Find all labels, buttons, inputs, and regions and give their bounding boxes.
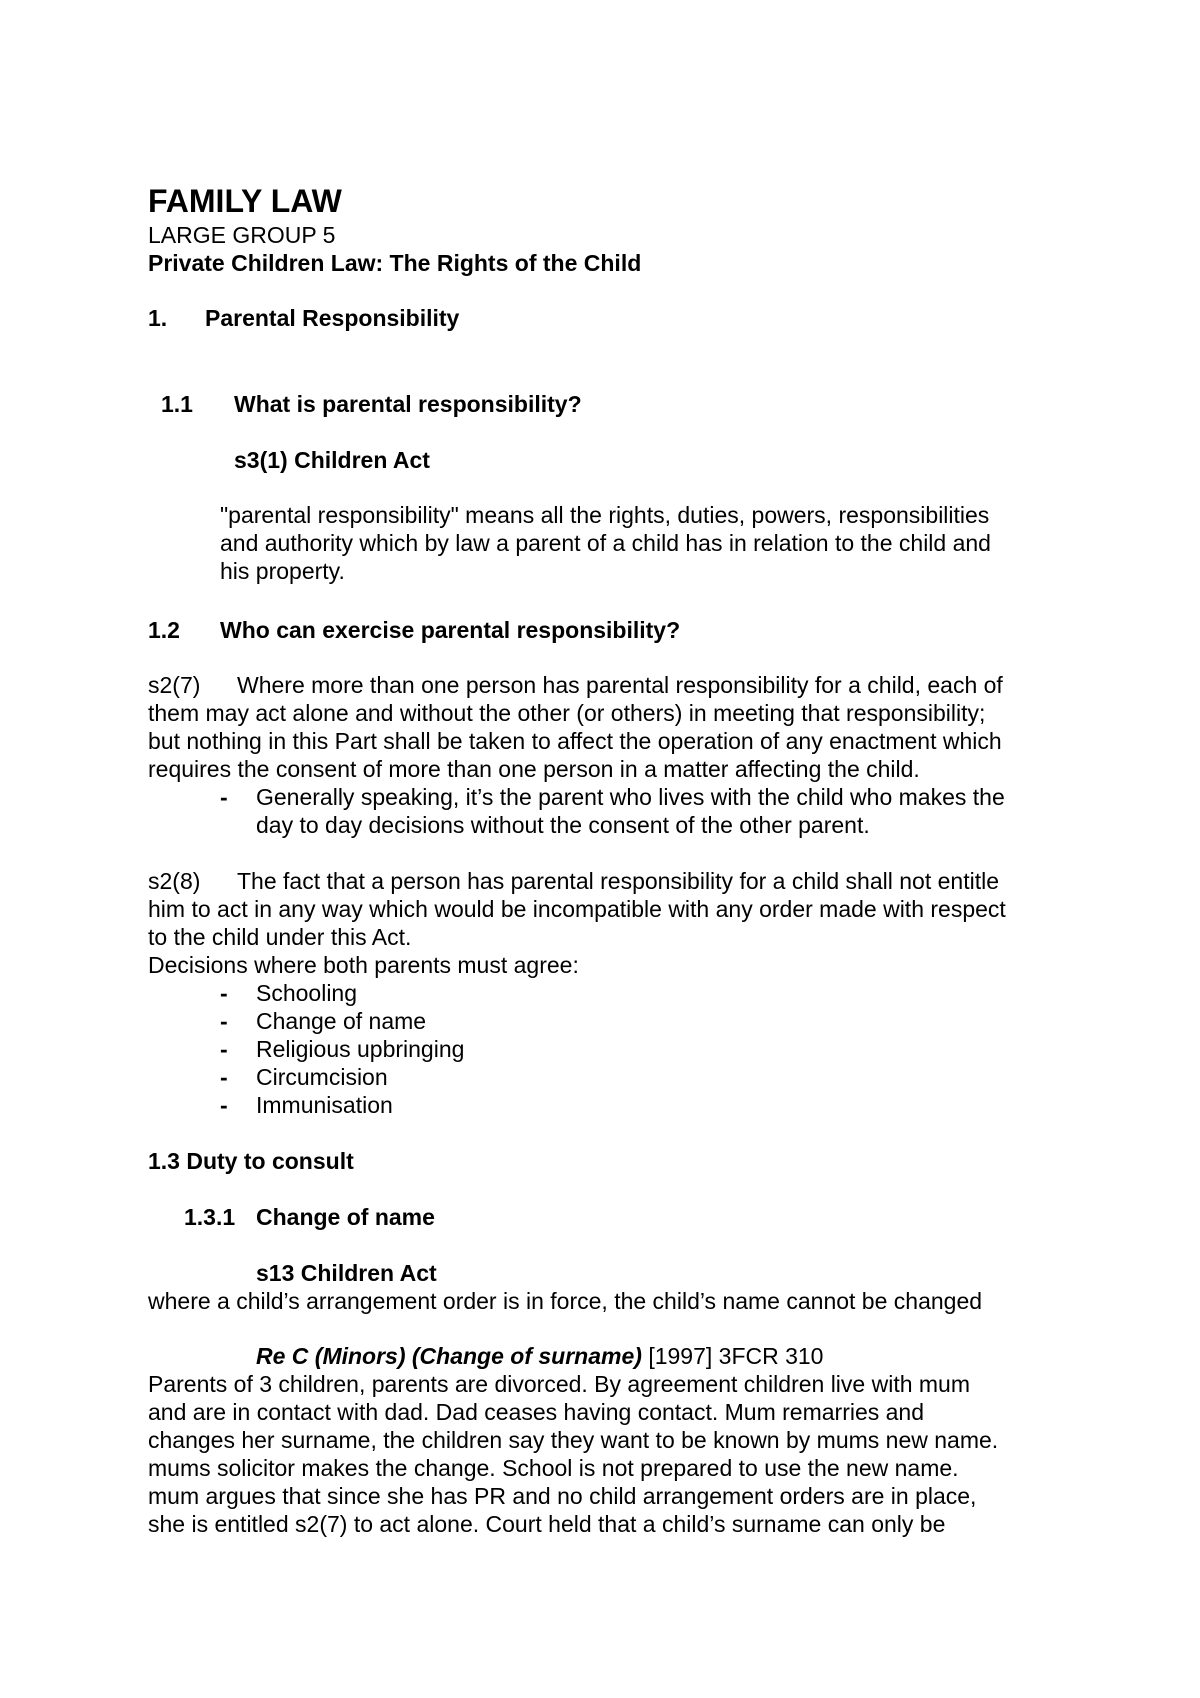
case-heading [256, 1342, 823, 1370]
statute-s2-7-text: Where more than one person has parental responsibility for a child, each of them may act alone and without the other (or others) in meeting that responsibility; but nothing in this Part shall be taken to affect the operation of any enactment which requires the consent of more than one person in a matter affecting the child. [148, 672, 1003, 782]
decision-item: Religious upbringing [256, 1036, 465, 1062]
decision-item: Change of name [256, 1008, 427, 1034]
statute-s2-8-label: s2(8) [148, 868, 201, 894]
section-1-1-number: 1.1 [161, 391, 193, 417]
group-label: LARGE GROUP 5 [148, 222, 336, 248]
section-1-3-1-heading: Change of name [256, 1204, 435, 1230]
bullet-dash: - [220, 980, 228, 1006]
section-1-3-1-number: 1.3.1 [184, 1204, 236, 1230]
parental-responsibility-definition: "parental responsibility" means all the rights, duties, powers, responsibilities and authority which by law a parent of a child has in relation to the child and his property. [220, 502, 991, 584]
document-title: FAMILY LAW [148, 183, 342, 219]
decision-item: Schooling [256, 980, 358, 1006]
bullet-day-to-day-decisions: Generally speaking, it’s the parent who lives with the child who makes the day to day decisions without the consent of the other parent. [256, 784, 1005, 838]
case-summary: Parents of 3 children, parents are divorced. By agreement children live with mum and are in contact with dad. Dad ceases having contact. Mum remarries and changes her surname, the children say they want to be known by mums new name. mums solicitor makes the change. School is not prepared to use the new name. mum argues that since she has PR and no child arrangement orders are in place, she is entitled s2(7) to act alone. Court held that a child’s surname can only be [148, 1371, 999, 1537]
bullet-dash: - [220, 1008, 228, 1034]
bullet-dash: - [220, 1092, 228, 1118]
statute-s13-text: where a child’s arrangement order is in force, the child’s name cannot be changed [148, 1288, 983, 1314]
bullet-dash: - [220, 1064, 228, 1090]
statute-s13: s13 Children Act [256, 1260, 437, 1286]
section-1-number: 1. [148, 305, 168, 331]
bullet-dash: - [220, 1036, 228, 1062]
statute-s3-1: s3(1) Children Act [234, 447, 430, 473]
decision-item: Circumcision [256, 1064, 388, 1090]
section-1-2-number: 1.2 [148, 617, 180, 643]
section-1-3-heading: 1.3 Duty to consult [148, 1148, 354, 1174]
statute-s2-7-label: s2(7) [148, 672, 201, 698]
section-1-2-heading: Who can exercise parental responsibility? [220, 617, 681, 643]
statute-s2-8-text: The fact that a person has parental responsibility for a child shall not entitle him to act in any way which would be incompatible with any order made with respect to the child under this Act. [148, 868, 1006, 950]
section-1-heading: Parental Responsibility [205, 305, 460, 331]
decisions-intro: Decisions where both parents must agree: [148, 952, 579, 978]
decision-item: Immunisation [256, 1092, 393, 1118]
case-name: Re C (Minors) (Change of surname) [256, 1343, 642, 1369]
document-subtitle: Private Children Law: The Rights of the Child [148, 250, 642, 276]
bullet-dash: - [220, 784, 228, 810]
section-1-1-heading: What is parental responsibility? [234, 391, 582, 417]
case-citation: [1997] 3FCR 310 [648, 1343, 824, 1369]
